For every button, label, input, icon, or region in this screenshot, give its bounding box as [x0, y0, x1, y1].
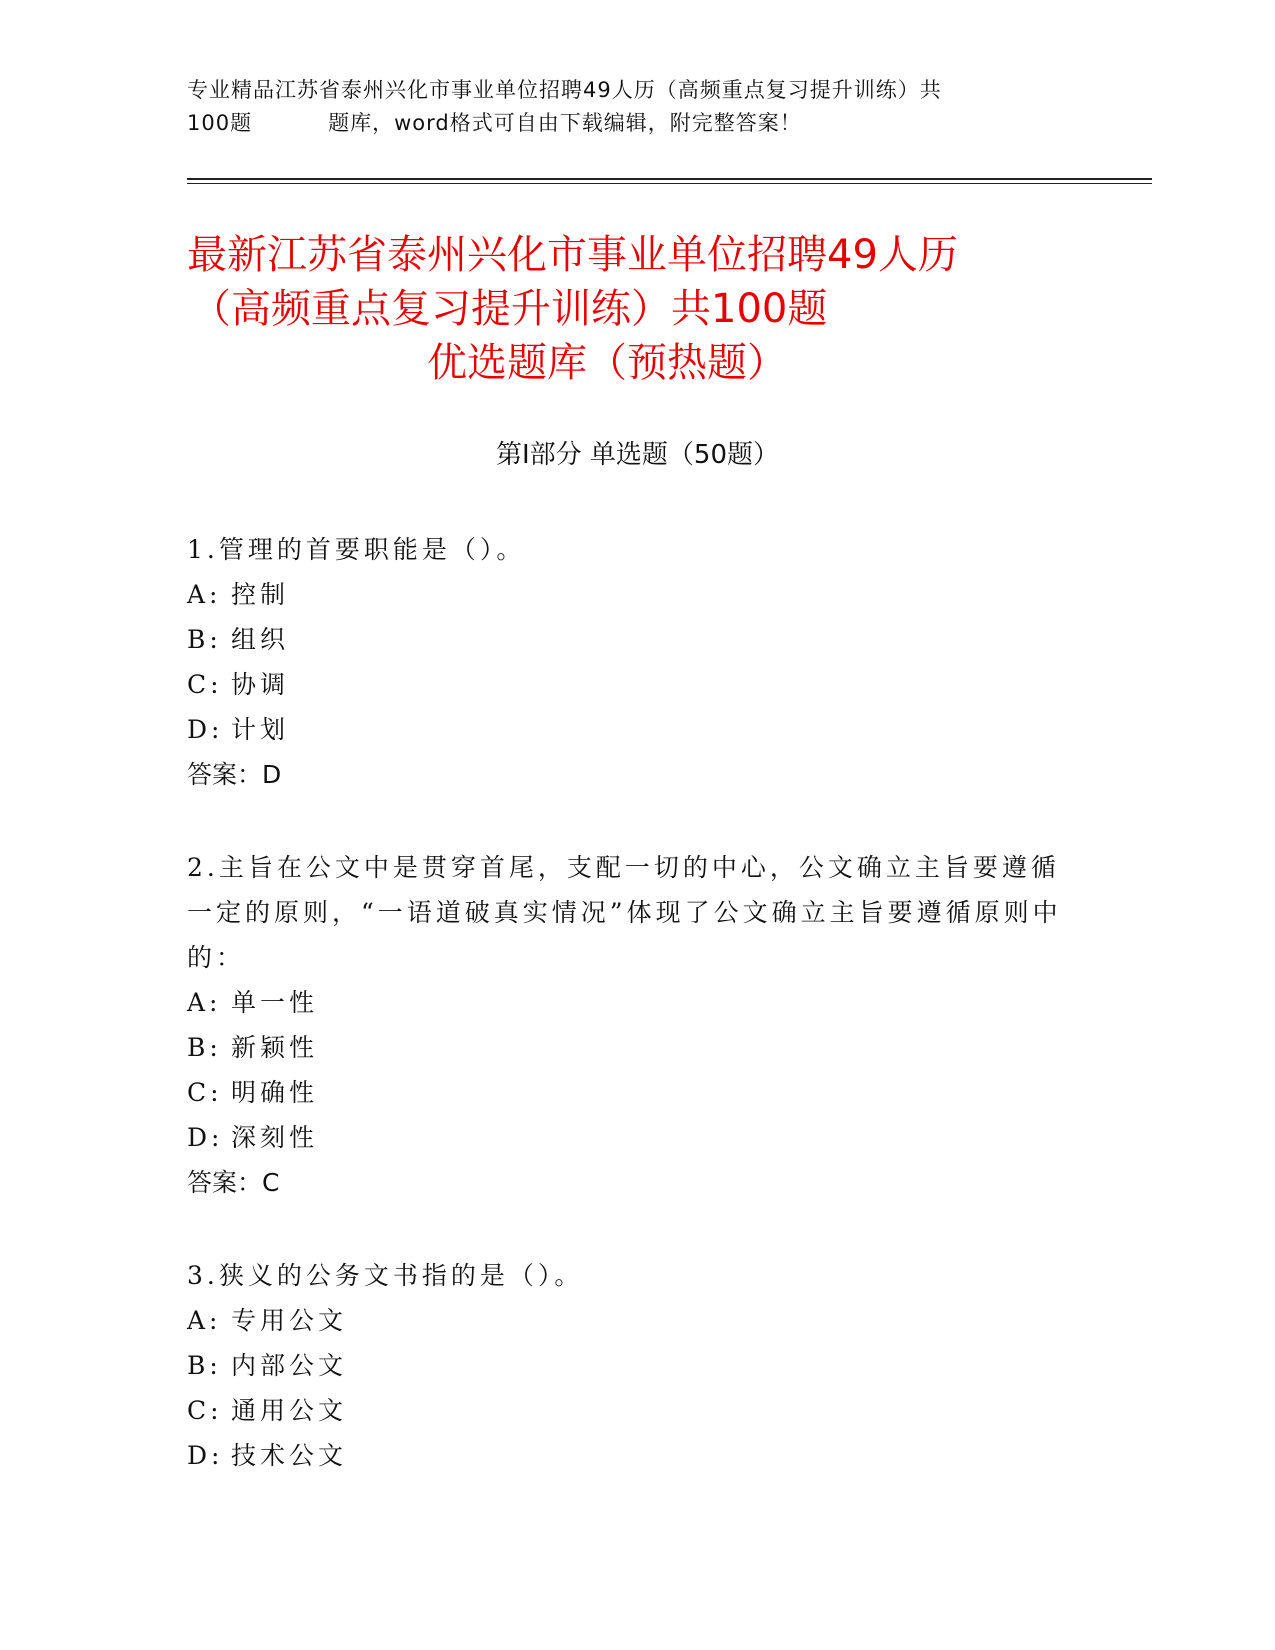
option-text: 新颖性 [231, 1033, 319, 1062]
option-letter: A: [187, 1306, 222, 1335]
header-line-2 [187, 107, 1087, 140]
option-letter: B: [187, 1351, 222, 1380]
option-c [187, 662, 1067, 707]
question-1 [187, 527, 1067, 797]
option-b [187, 617, 1067, 662]
option-text: 控制 [231, 580, 290, 609]
option-d [187, 1115, 1067, 1160]
header-line-2-right: 题库，word格式可自由下载编辑，附完整答案！ [328, 111, 802, 135]
answer-key: 答案：D [187, 760, 282, 789]
option-text: 内部公文 [231, 1351, 348, 1380]
option-letter: C: [187, 1078, 223, 1107]
option-b [187, 1025, 1067, 1070]
option-c [187, 1070, 1067, 1115]
header-divider-thick [187, 178, 1152, 180]
option-d [187, 707, 1067, 752]
option-letter: D: [187, 1123, 224, 1152]
option-text: 通用公文 [231, 1396, 348, 1425]
answer-key: 答案：C [187, 1168, 280, 1197]
main-title-line-3: 优选题库（预热题） [427, 340, 787, 386]
option-letter: D: [187, 1441, 224, 1470]
option-letter: A: [187, 988, 222, 1017]
question-3 [187, 1253, 1067, 1478]
option-a [187, 572, 1067, 617]
option-d [187, 1433, 1067, 1478]
question-2 [187, 845, 1067, 1205]
main-title [187, 228, 1087, 390]
option-letter: A: [187, 580, 222, 609]
option-text: 组织 [231, 625, 290, 654]
header-line-2-left: 100题 [187, 111, 253, 135]
question-stem: 1.管理的首要职能是（）。 [187, 535, 526, 564]
question-stem: 3.狭义的公务文书指的是（）。 [187, 1261, 584, 1290]
option-text: 深刻性 [231, 1123, 319, 1152]
header-gap [252, 107, 328, 140]
option-letter: B: [187, 625, 222, 654]
option-c [187, 1388, 1067, 1433]
main-title-line-1: 最新江苏省泰州兴化市事业单位招聘49人历 [187, 232, 958, 278]
option-text: 专用公文 [231, 1306, 348, 1335]
option-letter: B: [187, 1033, 222, 1062]
option-a [187, 1298, 1067, 1343]
option-text: 明确性 [231, 1078, 319, 1107]
option-letter: D: [187, 715, 224, 744]
option-text: 单一性 [231, 988, 319, 1017]
main-title-line-2: （高频重点复习提升训练）共100题 [191, 286, 828, 332]
option-text: 协调 [231, 670, 290, 699]
option-text: 技术公文 [231, 1441, 348, 1470]
question-stem: 2.主旨在公文中是贯穿首尾，支配一切的中心，公文确立主旨要遵循一定的原则，“一语道破真实情况”体现了公文确立主旨要遵循原则中的： [187, 853, 1062, 972]
section-heading: 第Ⅰ部分 单选题（50题） [495, 440, 780, 470]
header-line-1: 专业精品江苏省泰州兴化市事业单位招聘49人历（高频重点复习提升训练）共 [187, 78, 942, 102]
header-divider-thin [187, 183, 1152, 184]
option-letter: C: [187, 670, 223, 699]
option-text: 计划 [231, 715, 290, 744]
header-note [187, 74, 1087, 140]
option-letter: C: [187, 1396, 223, 1425]
question-list [187, 527, 1067, 1526]
option-b [187, 1343, 1067, 1388]
option-a [187, 980, 1067, 1025]
